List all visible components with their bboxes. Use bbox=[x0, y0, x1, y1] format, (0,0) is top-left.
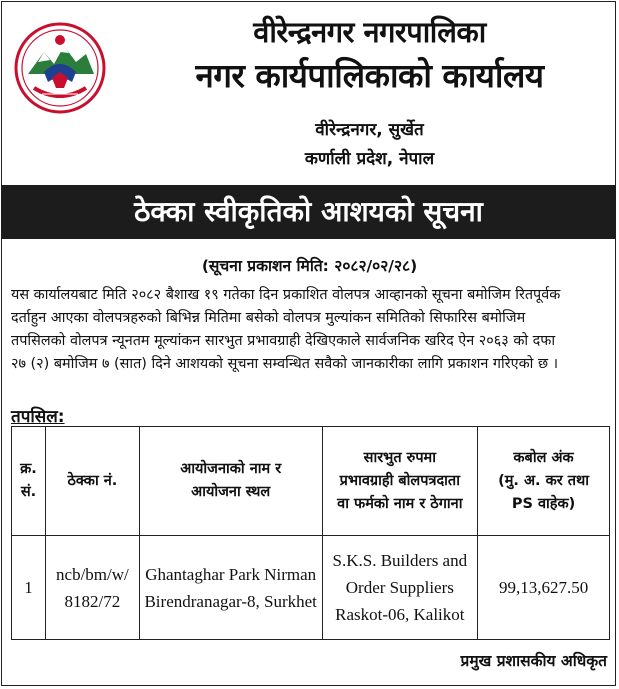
schedule-label: तपसिल: bbox=[11, 407, 65, 427]
header-amount bbox=[478, 427, 610, 536]
header-bidder bbox=[322, 427, 478, 536]
cell-text: Order Suppliers bbox=[345, 578, 454, 597]
header-sn bbox=[12, 427, 46, 536]
header-text: प्रभावग्राही बोलपत्रदाता bbox=[339, 472, 460, 489]
municipality-name: वीरेन्द्रनगर नगरपालिका bbox=[253, 15, 486, 49]
cell-project bbox=[139, 536, 322, 640]
body-line: तपसिलको वोलपत्र न्यूनतम मूल्यांकन सारभुत प्रभावग्राही देखिएकाले सार्वजनिक खरिद ऐन २०६३ को दफा bbox=[11, 333, 556, 349]
header-text: वा फर्मको नाम र ठेगाना bbox=[337, 495, 463, 512]
header-text: PS वाहेक) bbox=[511, 495, 576, 512]
table-row bbox=[12, 536, 610, 640]
cell-sn: 1 bbox=[12, 536, 46, 640]
header-text: (मु. अ. कर तथा bbox=[498, 472, 589, 489]
header-text: आयोजना स्थल bbox=[191, 484, 271, 500]
office-name: नगर कार्यपालिकाको कार्यालय bbox=[195, 56, 544, 95]
cell-text: Ghantaghar Park Nirman bbox=[145, 564, 317, 584]
header-text: सारभुत रुपमा bbox=[363, 449, 436, 466]
header-text: सं. bbox=[20, 484, 37, 500]
body-line: २७ (२) बमोजिम ७ (सात) दिने आशयको सूचना सम्वन्धित सवैको जानकारीका लागि प्रकाशन गरिएको छ । bbox=[11, 356, 559, 372]
notice-title-banner: ठेक्का स्वीकृतिको आशयको सूचना bbox=[1, 185, 616, 239]
office-address: वीरेन्द्रनगर, सुर्खेत bbox=[315, 120, 424, 140]
table-header-row bbox=[12, 427, 610, 536]
header-text: आयोजनाको नाम र bbox=[180, 461, 282, 477]
nepal-government-emblem bbox=[14, 22, 106, 114]
header-contract-no bbox=[45, 427, 139, 536]
header-text: कबोल अंक bbox=[513, 449, 574, 466]
cell-bidder bbox=[322, 536, 478, 640]
cell-text: ncb/bm/w/ bbox=[56, 564, 129, 584]
cell-text: S.K.S. Builders and bbox=[332, 551, 468, 570]
header-text: ठेक्का नं. bbox=[67, 472, 118, 489]
body-line: यस कार्यालयबाट मिति २०८२ बैशाख १९ गतेका दिन प्रकाशित वोलपत्र आव्हानको सूचना बमोजिम रितपूर्वक bbox=[11, 287, 561, 303]
header-text: क्र. bbox=[20, 461, 37, 477]
cell-text: Birendranagar-8, Surkhet bbox=[144, 591, 317, 611]
province-country: कर्णाली प्रदेश, नेपाल bbox=[304, 149, 435, 169]
cell-contract-no bbox=[45, 536, 139, 640]
cell-text: 8182/72 bbox=[64, 591, 121, 611]
header-project bbox=[139, 427, 322, 536]
contract-table bbox=[11, 426, 610, 640]
cell-text: Raskot-06, Kalikot bbox=[335, 605, 465, 624]
publication-date: (सूचना प्रकाशन मिति: २०८२/०२/२८) bbox=[201, 257, 418, 275]
signatory-title: प्रमुख प्रशासकीय अधिकृत bbox=[460, 652, 607, 670]
cell-amount: 99,13,627.50 bbox=[478, 536, 610, 640]
body-line: दर्ताहुन आएका वोलपत्रहरुको बिभिन्न मितिमा बसेको वोलपत्र मुल्यांकन समितिको सिफारिस बमोजिम bbox=[11, 310, 526, 326]
notice-body bbox=[11, 284, 608, 376]
